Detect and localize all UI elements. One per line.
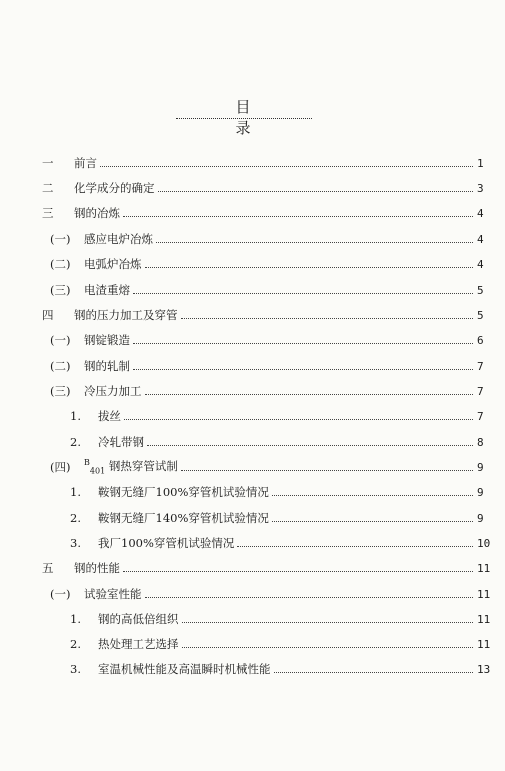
toc-label: 前言 [74,156,97,170]
toc-page: 11 [477,612,491,626]
toc-label: 化学成分的确定 [74,181,155,195]
dot-leader [237,546,473,547]
toc-label: 室温机械性能及高温瞬时机械性能 [98,662,271,676]
dot-leader [158,191,474,192]
toc-label: 钢的性能 [74,561,120,575]
toc-page: 7 [477,359,484,373]
toc-label: 钢热穿管试制 [108,459,178,474]
toc-page: 5 [477,308,484,322]
toc-page: 7 [477,409,484,423]
toc-entry [50,583,505,605]
toc-entry [50,253,505,275]
toc-entry [42,152,505,174]
toc-label: 冷压力加工 [84,384,142,398]
toc-entry [70,405,505,427]
dot-leader [181,470,473,471]
toc-entry [50,329,505,351]
toc-label: 钢的冶炼 [74,206,120,220]
toc-number: 二 [42,181,54,195]
toc-number: 1. [70,612,81,626]
toc-page: 11 [477,637,491,651]
toc-page: 7 [477,384,484,398]
toc-entry [50,228,505,250]
dot-leader [124,419,473,420]
toc-page: 4 [477,206,484,220]
toc-number: 四 [42,308,54,322]
toc-number: 3. [70,536,81,550]
toc-label: 电渣重熔 [84,283,130,297]
toc-label: 试验室性能 [84,587,142,601]
toc-label: 钢的压力加工及穿管 [74,308,178,322]
toc-entry [70,608,505,630]
toc-page: 9 [477,485,484,499]
toc-label: 钢的轧制 [84,359,130,373]
toc-entry [70,431,505,453]
toc-entry [50,380,505,402]
toc-entry [70,507,505,529]
toc-entry [70,481,505,503]
toc-page: 8 [477,435,484,449]
toc-page: 11 [477,587,491,601]
dot-leader [133,369,473,370]
toc-label: 我厂100%穿管机试验情况 [98,536,235,550]
dot-leader [182,622,474,623]
toc-entry [42,202,505,224]
toc-number: 五 [42,561,54,575]
toc-label: 热处理工艺选择 [98,637,179,651]
toc-label: 钢的高低倍组织 [98,612,179,626]
toc-label: 感应电炉冶炼 [84,232,153,246]
toc-label: 电弧炉冶炼 [84,257,142,271]
toc-page: 6 [477,333,484,347]
toc-page: 9 [477,460,484,474]
dot-leader [100,166,473,167]
toc-label: 冷轧带钢 [98,435,144,449]
toc-label: 拔丝 [98,409,121,423]
dot-leader [274,672,474,673]
toc-entry [50,456,505,478]
toc-page: 4 [477,257,484,271]
toc-entry [42,177,505,199]
toc-entry [70,532,505,554]
toc-page: 3 [477,181,484,195]
toc-number: 1. [70,485,81,499]
toc-number: (四) [50,460,71,474]
toc-label: 鞍钢无缝厂100%穿管机试验情况 [98,485,269,499]
toc-number: (三) [50,283,71,297]
dot-leader [123,216,473,217]
toc-page: 1 [477,156,484,170]
toc-number: (二) [50,359,71,373]
dot-leader [147,445,473,446]
steel-grade-letter: B [84,458,90,468]
toc-number: 3. [70,662,81,676]
toc-label: 鞍钢无缝厂140%穿管机试验情况 [98,511,269,525]
toc-entry [70,633,505,655]
toc-number: 2. [70,637,81,651]
toc-page: 5 [477,283,484,297]
toc-number: (二) [50,257,71,271]
toc-number: (三) [50,384,71,398]
page-title: 目 录 [235,98,285,137]
toc-entry [42,304,505,326]
toc-entry [50,279,505,301]
toc-page: 13 [477,662,491,676]
dot-leader [156,242,473,243]
toc-number: 2. [70,511,81,525]
dot-leader [133,293,473,294]
toc-page: 4 [477,232,484,246]
toc-entry [50,355,505,377]
toc-number: (一) [50,587,71,601]
dot-leader [145,394,474,395]
dot-leader [145,597,474,598]
toc-page: 10 [477,536,491,550]
dot-leader [272,521,473,522]
dot-leader [181,318,474,319]
toc-page: 9 [477,511,484,525]
toc-number: 三 [42,206,54,220]
toc-number: (一) [50,333,71,347]
toc-page: 11 [477,561,491,575]
toc-entry [42,557,505,579]
steel-grade-number: 401 [89,466,106,476]
toc-number: (一) [50,232,71,246]
dot-leader [145,267,474,268]
dot-leader [272,495,473,496]
dot-leader [123,571,473,572]
toc-label: 钢锭锻造 [84,333,130,347]
dot-leader [182,647,474,648]
toc-number: 1. [70,409,81,423]
toc-number: 2. [70,435,81,449]
toc-number: 一 [42,156,54,170]
toc-label-group [84,458,178,475]
dot-leader [133,343,473,344]
toc-entry [70,658,505,680]
